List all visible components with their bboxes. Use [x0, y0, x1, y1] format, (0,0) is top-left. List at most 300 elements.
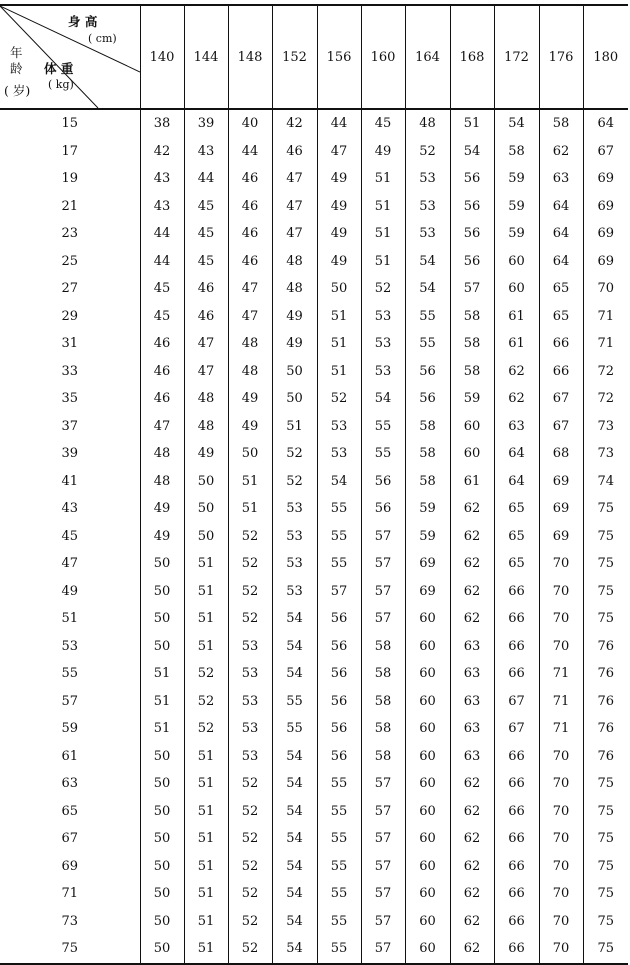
weight-cell: 49	[317, 220, 361, 248]
table-row	[0, 330, 628, 358]
weight-cell: 64	[494, 468, 539, 496]
table-row	[0, 275, 628, 303]
weight-cell: 75	[583, 880, 628, 908]
weight-cell: 75	[583, 853, 628, 881]
weight-cell: 66	[494, 578, 539, 606]
weight-cell: 75	[583, 770, 628, 798]
weight-cell: 67	[539, 413, 583, 441]
weight-cell: 52	[184, 715, 228, 743]
weight-cell: 55	[317, 798, 361, 826]
weight-cell: 53	[361, 358, 405, 386]
weight-cell: 48	[228, 358, 272, 386]
weight-cell: 70	[539, 825, 583, 853]
weight-cell: 51	[184, 935, 228, 964]
table-row	[0, 853, 628, 881]
weight-cell: 53	[228, 633, 272, 661]
weight-cell: 44	[317, 109, 361, 138]
weight-cell: 49	[317, 193, 361, 221]
weight-cell: 51	[140, 715, 184, 743]
age-cell: 45	[61, 528, 79, 544]
weight-cell: 52	[228, 770, 272, 798]
weight-cell: 52	[317, 385, 361, 413]
weight-cell: 49	[272, 303, 317, 331]
weight-cell: 39	[184, 109, 228, 138]
weight-cell: 68	[539, 440, 583, 468]
age-cell: 41	[61, 473, 79, 489]
weight-cell: 46	[228, 220, 272, 248]
height-header-168: 168	[450, 5, 494, 109]
height-header-176: 176	[539, 5, 583, 109]
weight-cell: 46	[184, 303, 228, 331]
weight-cell: 61	[494, 303, 539, 331]
weight-cell: 66	[494, 880, 539, 908]
weight-cell: 45	[140, 275, 184, 303]
weight-cell: 46	[184, 275, 228, 303]
weight-cell: 47	[272, 220, 317, 248]
weight-cell: 53	[317, 440, 361, 468]
weight-cell: 58	[361, 660, 405, 688]
table-row	[0, 358, 628, 386]
age-cell: 25	[61, 253, 79, 269]
weight-cell: 76	[583, 743, 628, 771]
weight-cell: 66	[494, 935, 539, 964]
weight-cell: 46	[140, 385, 184, 413]
weight-cell: 56	[450, 165, 494, 193]
weight-cell: 55	[361, 440, 405, 468]
weight-cell: 56	[317, 605, 361, 633]
weight-cell: 49	[317, 248, 361, 276]
weight-cell: 48	[228, 330, 272, 358]
weight-cell: 50	[184, 468, 228, 496]
weight-cell: 53	[361, 303, 405, 331]
weight-cell: 45	[361, 109, 405, 138]
weight-cell: 67	[494, 715, 539, 743]
table-row	[0, 523, 628, 551]
weight-cell: 51	[184, 825, 228, 853]
weight-cell: 57	[361, 935, 405, 964]
weight-cell: 56	[317, 688, 361, 716]
weight-cell: 51	[184, 578, 228, 606]
weight-cell: 62	[494, 358, 539, 386]
weight-cell: 71	[539, 688, 583, 716]
age-cell: 17	[61, 143, 79, 159]
weight-cell: 50	[184, 495, 228, 523]
weight-cell: 51	[272, 413, 317, 441]
weight-cell: 70	[539, 935, 583, 964]
weight-cell: 56	[450, 193, 494, 221]
weight-cell: 59	[405, 495, 450, 523]
weight-cell: 57	[450, 275, 494, 303]
table-row	[0, 935, 628, 964]
weight-cell: 62	[450, 578, 494, 606]
corner-header-cell	[0, 5, 140, 109]
weight-cell: 70	[539, 633, 583, 661]
weight-cell: 66	[494, 743, 539, 771]
weight-cell: 70	[539, 605, 583, 633]
weight-cell: 45	[184, 248, 228, 276]
weight-cell: 75	[583, 935, 628, 964]
age-cell: 33	[61, 363, 79, 379]
weight-cell: 62	[450, 853, 494, 881]
weight-cell: 48	[405, 109, 450, 138]
weight-cell: 50	[140, 853, 184, 881]
table-row	[0, 743, 628, 771]
weight-cell: 50	[140, 578, 184, 606]
weight-cell: 60	[405, 633, 450, 661]
table-row	[0, 880, 628, 908]
age-cell: 65	[61, 803, 79, 819]
weight-cell: 48	[272, 248, 317, 276]
weight-cell: 51	[184, 908, 228, 936]
age-cell: 23	[61, 226, 79, 242]
table-row	[0, 908, 628, 936]
weight-cell: 54	[494, 109, 539, 138]
weight-cell: 50	[140, 633, 184, 661]
height-header-148: 148	[228, 5, 272, 109]
weight-cell: 49	[228, 413, 272, 441]
weight-cell: 51	[361, 193, 405, 221]
weight-cell: 47	[228, 275, 272, 303]
weight-cell: 60	[450, 440, 494, 468]
weight-cell: 52	[228, 578, 272, 606]
weight-cell: 52	[228, 853, 272, 881]
weight-cell: 56	[317, 660, 361, 688]
weight-cell: 72	[583, 358, 628, 386]
weight-cell: 54	[272, 825, 317, 853]
weight-cell: 70	[583, 275, 628, 303]
weight-cell: 70	[539, 578, 583, 606]
weight-cell: 44	[228, 138, 272, 166]
weight-cell: 52	[228, 880, 272, 908]
weight-cell: 57	[361, 523, 405, 551]
weight-cell: 50	[228, 440, 272, 468]
weight-cell: 48	[184, 413, 228, 441]
weight-cell: 54	[272, 605, 317, 633]
weight-cell: 51	[184, 798, 228, 826]
weight-cell: 54	[272, 908, 317, 936]
weight-cell: 61	[450, 468, 494, 496]
weight-cell: 69	[583, 165, 628, 193]
weight-cell: 60	[494, 248, 539, 276]
weight-cell: 69	[583, 193, 628, 221]
weight-cell: 65	[539, 303, 583, 331]
weight-cell: 52	[272, 468, 317, 496]
weight-cell: 52	[272, 440, 317, 468]
weight-cell: 57	[361, 908, 405, 936]
height-header-172: 172	[494, 5, 539, 109]
weight-cell: 59	[450, 385, 494, 413]
weight-cell: 66	[494, 605, 539, 633]
age-cell: 29	[61, 308, 79, 324]
weight-cell: 48	[140, 440, 184, 468]
age-cell: 57	[61, 693, 79, 709]
weight-cell: 56	[361, 468, 405, 496]
weight-cell: 70	[539, 770, 583, 798]
weight-cell: 69	[539, 468, 583, 496]
age-cell: 27	[61, 281, 79, 297]
weight-cell: 51	[361, 165, 405, 193]
weight-cell: 40	[228, 109, 272, 138]
height-header-164: 164	[405, 5, 450, 109]
weight-cell: 45	[184, 193, 228, 221]
weight-cell: 67	[539, 385, 583, 413]
weight-cell: 58	[494, 138, 539, 166]
weight-cell: 51	[184, 743, 228, 771]
weight-cell: 70	[539, 550, 583, 578]
table-row	[0, 248, 628, 276]
weight-cell: 54	[272, 633, 317, 661]
table-row	[0, 825, 628, 853]
weight-cell: 53	[228, 715, 272, 743]
weight-cell: 60	[405, 798, 450, 826]
table-row	[0, 550, 628, 578]
weight-cell: 54	[361, 385, 405, 413]
weight-cell: 59	[494, 193, 539, 221]
weight-cell: 66	[494, 853, 539, 881]
weight-cell: 55	[317, 550, 361, 578]
age-cell: 73	[61, 913, 79, 929]
header-row	[0, 5, 628, 109]
age-cell: 67	[61, 831, 79, 847]
table-row	[0, 138, 628, 166]
weight-cell: 44	[140, 248, 184, 276]
weight-cell: 69	[583, 220, 628, 248]
weight-cell: 57	[361, 605, 405, 633]
age-cell: 19	[61, 171, 79, 187]
age-cell: 37	[61, 418, 79, 434]
weight-cell: 58	[450, 358, 494, 386]
weight-cell: 53	[228, 688, 272, 716]
weight-cell: 56	[317, 715, 361, 743]
table-row	[0, 688, 628, 716]
weight-cell: 72	[583, 385, 628, 413]
weight-cell: 52	[184, 688, 228, 716]
weight-cell: 57	[361, 825, 405, 853]
weight-cell: 73	[583, 440, 628, 468]
weight-cell: 62	[450, 825, 494, 853]
height-header-180: 180	[583, 5, 628, 109]
table-row	[0, 385, 628, 413]
weight-cell: 64	[494, 440, 539, 468]
weight-cell: 46	[228, 165, 272, 193]
weight-cell: 53	[405, 165, 450, 193]
weight-cell: 53	[405, 193, 450, 221]
weight-cell: 53	[272, 550, 317, 578]
weight-cell: 54	[405, 248, 450, 276]
weight-cell: 64	[539, 193, 583, 221]
weight-cell: 75	[583, 523, 628, 551]
weight-cell: 61	[494, 330, 539, 358]
weight-cell: 51	[317, 303, 361, 331]
weight-cell: 62	[450, 935, 494, 964]
table-row	[0, 798, 628, 826]
weight-cell: 60	[405, 715, 450, 743]
weight-cell: 55	[405, 330, 450, 358]
weight-cell: 44	[184, 165, 228, 193]
weight-cell: 70	[539, 798, 583, 826]
table-row	[0, 605, 628, 633]
weight-cell: 49	[140, 523, 184, 551]
weight-cell: 50	[140, 743, 184, 771]
age-cell: 51	[61, 611, 79, 627]
weight-cell: 56	[361, 495, 405, 523]
weight-cell: 43	[140, 193, 184, 221]
weight-cell: 60	[405, 935, 450, 964]
weight-cell: 71	[583, 303, 628, 331]
weight-cell: 54	[272, 660, 317, 688]
weight-cell: 47	[317, 138, 361, 166]
weight-cell: 62	[450, 550, 494, 578]
weight-cell: 54	[272, 853, 317, 881]
weight-cell: 60	[405, 660, 450, 688]
weight-cell: 51	[140, 688, 184, 716]
age-cell: 21	[61, 198, 79, 214]
weight-cell: 66	[494, 770, 539, 798]
weight-cell: 60	[405, 908, 450, 936]
weight-cell: 51	[184, 770, 228, 798]
weight-cell: 52	[228, 935, 272, 964]
height-header-144: 144	[184, 5, 228, 109]
weight-cell: 73	[583, 413, 628, 441]
weight-cell: 51	[361, 220, 405, 248]
weight-cell: 63	[450, 715, 494, 743]
weight-cell: 57	[317, 578, 361, 606]
weight-cell: 46	[140, 358, 184, 386]
table-row	[0, 578, 628, 606]
weight-cell: 64	[583, 109, 628, 138]
weight-cell: 47	[228, 303, 272, 331]
weight-cell: 47	[272, 165, 317, 193]
weight-cell: 51	[228, 495, 272, 523]
weight-cell: 55	[317, 495, 361, 523]
height-label: 身 高	[68, 14, 98, 29]
weight-cell: 55	[317, 935, 361, 964]
weight-cell: 65	[494, 550, 539, 578]
height-header-152: 152	[272, 5, 317, 109]
weight-cell: 55	[317, 770, 361, 798]
weight-cell: 62	[450, 523, 494, 551]
weight-cell: 60	[405, 880, 450, 908]
weight-cell: 71	[539, 715, 583, 743]
height-unit: ( cm)	[88, 32, 117, 45]
weight-cell: 75	[583, 578, 628, 606]
weight-unit: ( kg)	[48, 78, 74, 91]
weight-cell: 53	[272, 523, 317, 551]
weight-cell: 69	[539, 523, 583, 551]
age-cell: 55	[61, 666, 79, 682]
weight-cell: 50	[140, 908, 184, 936]
weight-cell: 76	[583, 715, 628, 743]
weight-cell: 53	[317, 413, 361, 441]
weight-cell: 59	[405, 523, 450, 551]
weight-cell: 62	[450, 770, 494, 798]
weight-cell: 66	[494, 660, 539, 688]
age-cell: 75	[0, 935, 140, 964]
height-header-160: 160	[361, 5, 405, 109]
weight-cell: 46	[228, 248, 272, 276]
weight-cell: 58	[450, 303, 494, 331]
weight-cell: 55	[361, 413, 405, 441]
age-label-line1: 年	[10, 45, 23, 60]
weight-cell: 69	[539, 495, 583, 523]
weight-cell: 42	[272, 109, 317, 138]
weight-cell: 50	[140, 880, 184, 908]
weight-cell: 75	[583, 908, 628, 936]
weight-cell: 55	[317, 825, 361, 853]
table-row	[0, 165, 628, 193]
weight-cell: 44	[140, 220, 184, 248]
weight-cell: 55	[405, 303, 450, 331]
height-header-156: 156	[317, 5, 361, 109]
weight-cell: 54	[317, 468, 361, 496]
table-body	[0, 109, 628, 964]
weight-cell: 58	[361, 633, 405, 661]
weight-cell: 50	[140, 825, 184, 853]
weight-cell: 42	[140, 138, 184, 166]
weight-cell: 76	[583, 633, 628, 661]
weight-cell: 52	[405, 138, 450, 166]
weight-cell: 60	[405, 853, 450, 881]
weight-cell: 54	[405, 275, 450, 303]
height-weight-table	[0, 4, 628, 965]
age-cell: 31	[61, 336, 79, 352]
weight-cell: 62	[539, 138, 583, 166]
age-cell: 53	[61, 638, 79, 654]
weight-cell: 50	[184, 523, 228, 551]
weight-cell: 60	[405, 770, 450, 798]
weight-cell: 57	[361, 798, 405, 826]
weight-cell: 75	[583, 798, 628, 826]
weight-cell: 62	[450, 798, 494, 826]
table-row	[0, 440, 628, 468]
weight-cell: 60	[405, 688, 450, 716]
weight-cell: 48	[272, 275, 317, 303]
table-row	[0, 220, 628, 248]
weight-cell: 53	[272, 578, 317, 606]
weight-cell: 52	[228, 605, 272, 633]
age-unit: ( 岁)	[4, 83, 31, 98]
weight-cell: 59	[494, 220, 539, 248]
weight-cell: 64	[539, 248, 583, 276]
weight-cell: 53	[228, 743, 272, 771]
weight-cell: 51	[450, 109, 494, 138]
weight-cell: 58	[450, 330, 494, 358]
weight-cell: 49	[361, 138, 405, 166]
weight-cell: 71	[539, 660, 583, 688]
age-cell: 15	[61, 116, 79, 132]
weight-cell: 75	[583, 605, 628, 633]
table-row	[0, 660, 628, 688]
table-row	[0, 303, 628, 331]
weight-cell: 67	[494, 688, 539, 716]
weight-cell: 54	[272, 880, 317, 908]
weight-cell: 45	[140, 303, 184, 331]
weight-cell: 76	[583, 688, 628, 716]
table-row	[0, 770, 628, 798]
table-row	[0, 109, 628, 138]
weight-cell: 58	[405, 413, 450, 441]
weight-cell: 57	[361, 853, 405, 881]
weight-cell: 49	[317, 165, 361, 193]
weight-cell: 50	[140, 798, 184, 826]
weight-cell: 58	[405, 468, 450, 496]
weight-cell: 63	[494, 413, 539, 441]
weight-cell: 52	[228, 798, 272, 826]
weight-cell: 55	[317, 853, 361, 881]
weight-cell: 52	[184, 660, 228, 688]
weight-cell: 56	[317, 743, 361, 771]
weight-cell: 66	[494, 798, 539, 826]
